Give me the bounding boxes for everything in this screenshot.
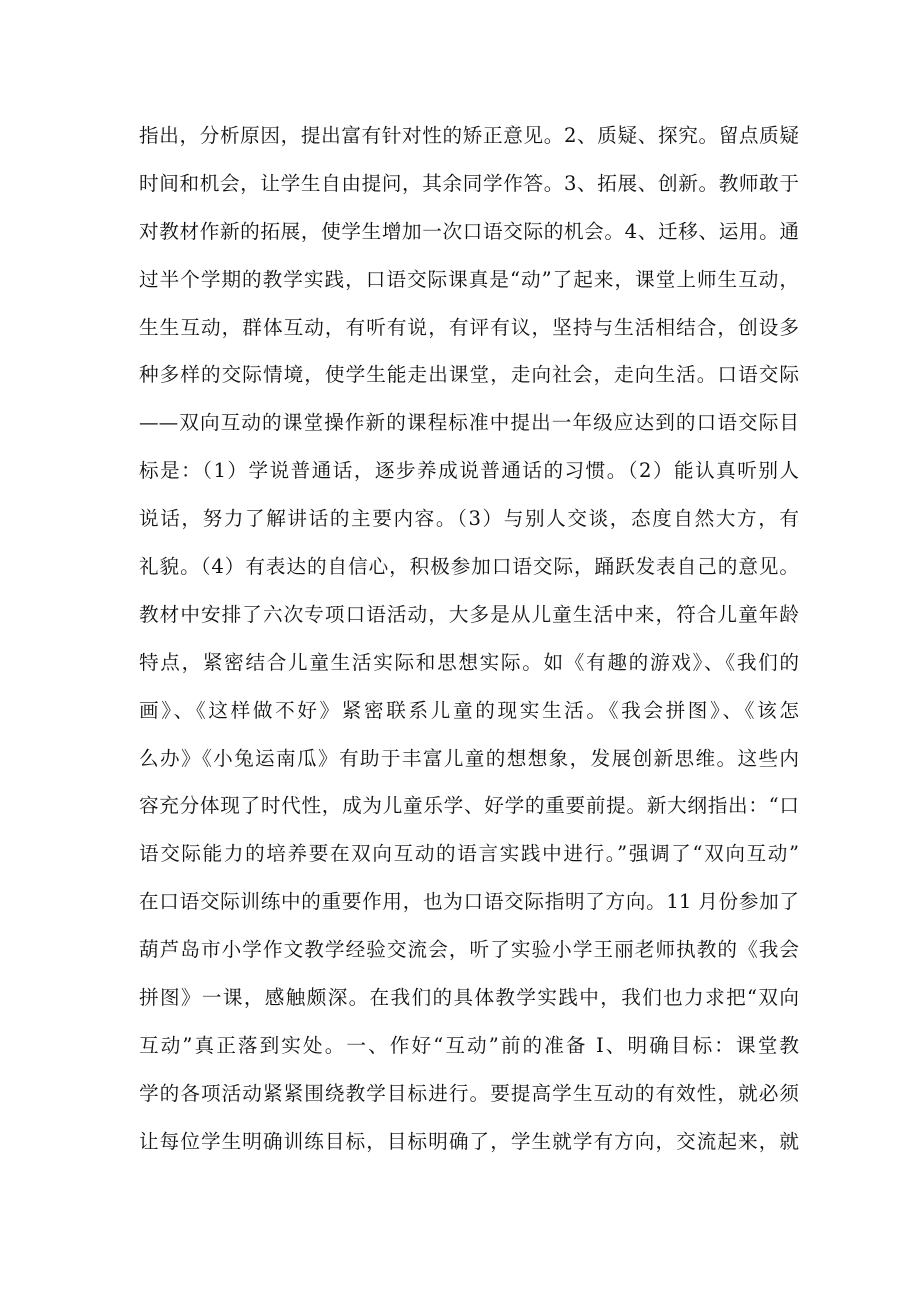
text-line: 种多样的交际情境，使学生能走出课堂，走向社会，走向生活。口语交际 — [139, 363, 799, 387]
text-line: 教材中安排了六次专项口语活动，大多是从儿童生活中来，符合儿童年龄 — [139, 602, 799, 626]
text-line: 葫芦岛市小学作文教学经验交流会，听了实验小学王丽老师执教的《我会 — [139, 938, 799, 962]
text-line: 互动”真正落到实处。一、作好“互动”前的准备 I、明确目标：课堂教 — [139, 1033, 799, 1057]
text-line: 指出，分析原因，提出富有针对性的矫正意见。2、质疑、探究。留点质疑 — [139, 124, 799, 147]
text-line: 过半个学期的教学实践，口语交际课真是“动”了起来，课堂上师生互动， — [139, 267, 799, 291]
text-line: 拼图》一课，感触颇深。在我们的具体教学实践中，我们也力求把“双向 — [139, 986, 799, 1010]
text-line: 让每位学生明确训练目标，目标明确了，学生就学有方向，交流起来，就 — [139, 1129, 799, 1153]
text-line: 礼貌。（4）有表达的自信心，积极参加口语交际，踊跃发表自己的意见。 — [139, 555, 799, 579]
body-text — [139, 112, 799, 1166]
text-line: 在口语交际训练中的重要作用，也为口语交际指明了方向。11 月份参加了 — [139, 890, 799, 914]
text-line: 画》、《这样做不好》紧密联系儿童的现实生活。《我会拼图》、《该怎 — [139, 698, 799, 722]
text-line: 生生互动，群体互动，有听有说，有评有议，坚持与生活相结合，创设多 — [139, 315, 799, 339]
text-line: 标是：（1）学说普通话，逐步养成说普通话的习惯。（2）能认真听别人 — [139, 459, 799, 483]
text-line: 对教材作新的拓展，使学生增加一次口语交际的机会。4、迁移、运用。通 — [139, 219, 799, 243]
text-line: 特点，紧密结合儿童生活实际和思想实际。如《有趣的游戏》、《我们的 — [139, 650, 799, 674]
text-line: 说话，努力了解讲话的主要内容。（3）与别人交谈，态度自然大方，有 — [139, 507, 799, 531]
text-line: 么办》《小兔运南瓜》有助于丰富儿童的想想象，发展创新思维。这些内 — [139, 746, 799, 770]
text-line: ——双向互动的课堂操作新的课程标准中提出一年级应达到的口语交际目 — [139, 411, 799, 435]
text-line: 语交际能力的培养要在双向互动的语言实践中进行。”强调了“双向互动” — [139, 842, 799, 866]
text-line: 容充分体现了时代性，成为儿童乐学、好学的重要前提。新大纲指出：“口 — [139, 794, 799, 818]
text-line: 时间和机会，让学生自由提问，其余同学作答。3、拓展、创新。教师敢于 — [139, 171, 799, 195]
text-line: 学的各项活动紧紧围绕教学目标进行。要提高学生互动的有效性，就必须 — [139, 1081, 799, 1105]
